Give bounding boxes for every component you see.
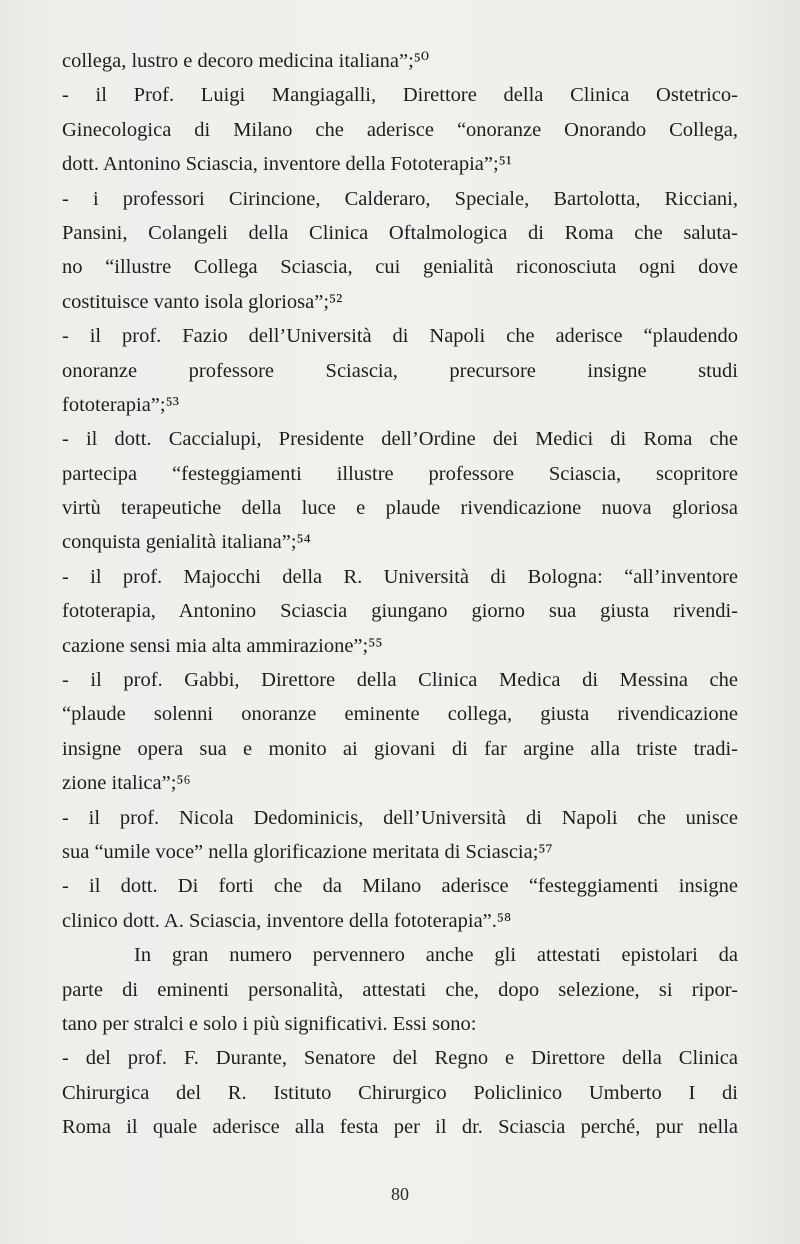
text-line: - il prof. Fazio dell’Università di Napoli che aderisce “plaudendo: [62, 325, 738, 348]
text-line: onoranze professore Sciascia, precursore insigne studi: [62, 359, 738, 382]
text-line: cazione sensi mia alta ammirazione”;⁵⁵: [62, 634, 383, 657]
text-line: clinico dott. A. Sciascia, inventore della fototerapia”.⁵⁸: [62, 909, 512, 932]
text-line: - il dott. Caccialupi, Presidente dell’Ordine dei Medici di Roma che: [62, 428, 738, 451]
text-line: Ginecologica di Milano che aderisce “onoranze Onorando Collega,: [62, 118, 738, 141]
body-text: [62, 44, 738, 1145]
text-line: insigne opera sua e monito ai giovani di far argine alla triste tradi-: [62, 737, 738, 760]
text-line: - il prof. Gabbi, Direttore della Clinica Medica di Messina che: [62, 669, 738, 692]
text-line: dott. Antonino Sciascia, inventore della Fototerapia”;⁵¹: [62, 153, 512, 176]
text-line: Pansini, Colangeli della Clinica Oftalmologica di Roma che saluta-: [62, 221, 738, 244]
text-line: “plaude solenni onoranze eminente collega, giusta rivendicazione: [62, 703, 738, 726]
text-line: parte di eminenti personalità, attestati che, dopo selezione, si ripor-: [62, 978, 738, 1001]
text-line: zione italica”;⁵⁶: [62, 772, 191, 795]
text-line: virtù terapeutiche della luce e plaude rivendicazione nuova gloriosa: [62, 497, 738, 520]
text-line: - il Prof. Luigi Mangiagalli, Direttore della Clinica Ostetrico-: [62, 84, 738, 107]
text-line: - il prof. Majocchi della R. Università di Bologna: “all’inventore: [62, 565, 738, 588]
text-line: tano per stralci e solo i più significativi. Essi sono:: [62, 1012, 477, 1035]
text-line: partecipa “festeggiamenti illustre professore Sciascia, scopritore: [62, 462, 738, 485]
text-line: - il dott. Di forti che da Milano aderisce “festeggiamenti insigne: [62, 875, 738, 898]
text-line: Chirurgica del R. Istituto Chirurgico Policlinico Umberto I di: [62, 1081, 738, 1104]
page-number: 80: [391, 1184, 409, 1204]
text-line: fototerapia”;⁵³: [62, 393, 179, 416]
text-line: - il prof. Nicola Dedominicis, dell’Università di Napoli che unisce: [62, 806, 738, 829]
text-line: no “illustre Collega Sciascia, cui genialità riconosciuta ogni dove: [62, 256, 738, 279]
text-line: costituisce vanto isola gloriosa”;⁵²: [62, 290, 343, 313]
text-line: conquista genialità italiana”;⁵⁴: [62, 531, 311, 554]
paragraph-first-line: In gran numero pervennero anche gli attestati epistolari da: [134, 944, 738, 967]
text-line: - del prof. F. Durante, Senatore del Regno e Direttore della Clinica: [62, 1047, 738, 1070]
text-line: sua “umile voce” nella glorificazione meritata di Sciascia;⁵⁷: [62, 840, 553, 863]
text-line: collega, lustro e decoro medicina italiana”;⁵⁰: [62, 50, 430, 72]
text-line: fototerapia, Antonino Sciascia giungano giorno sua giusta rivendi-: [62, 600, 738, 623]
text-line: Roma il quale aderisce alla festa per il dr. Sciascia perché, pur nella: [62, 1116, 738, 1139]
text-line: - i professori Cirincione, Calderaro, Speciale, Bartolotta, Ricciani,: [62, 187, 738, 210]
